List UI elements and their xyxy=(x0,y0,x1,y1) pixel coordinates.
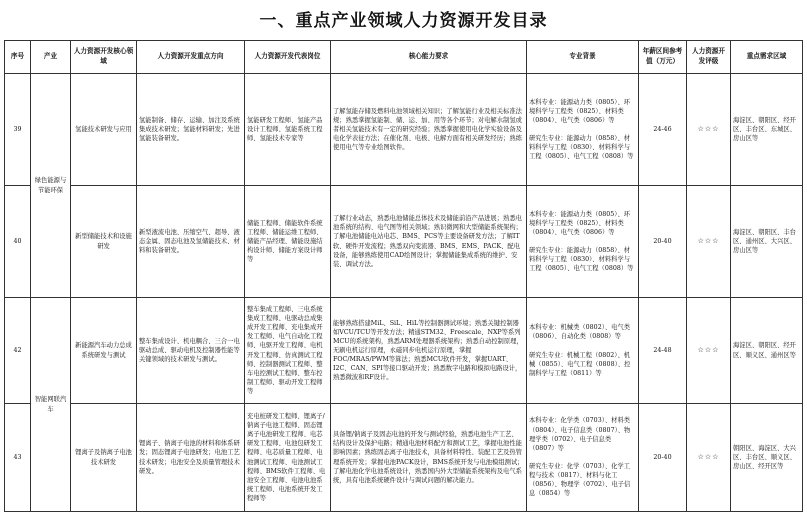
header-area: 重点需求区域 xyxy=(731,41,803,74)
row-positions: 整车集成工程师、三电系统集成工程师、电驱动总成集成开发工程师、充电集成开发工程师、电气自动化工程师、电驱开发工程师、电机开发工程师、仿真测试工程师、控制器测试工程师、整车电控测试工程师、整车控制工程师、驱动开发工程师等 xyxy=(245,298,331,404)
row-abilities: 了解氢能存储及燃料电池领域相关知识；了解氢能行业及相关标准法规；熟悉掌握氢能制、储、运、加、用等各个环节；对电解水制氢或者相关氢能技术有一定的研究经验；熟悉掌握使用电化学实验设备及电化学表征方法；在催化剂、电极、电解方面有相关研发经历；熟练使用电气等专业绘图软件。 xyxy=(331,74,527,186)
row-abilities: 能够熟练搭建MiL、SiL、HiL等控制器测试环境；熟悉关键控制器如VCU/TCU等开发方法；精通STM32、Freescale、NXP等系列MCU的系统架构，熟悉ARM处理器系统架构；熟悉自动控制原理，无刷电机运行原理，永磁同步电机运行原理，掌握FOC/MRAS/PWM等算法；熟悉MCU软件开发，掌握UART、I2C、CAN、SPI等接口驱动开发；熟悉数字电路和模拟电路设计，熟悉微波和RF设计。 xyxy=(331,298,527,404)
row-background: 本科专业：能源动力类（0805）、环境科学与工程类（0825）、材料类（0804）、电气类（0806）等 研究生专业：能源动力（0858）、材料科学与工程（0830）、材料科学与工程（0805）、电气工程（0808）等 xyxy=(527,186,639,298)
industry-cell: 智能网联汽车 xyxy=(31,298,71,512)
row-salary: 20-40 xyxy=(639,186,687,298)
header-background: 专业背景 xyxy=(527,41,639,74)
row-positions: 储能工程师、储能软件系统工程师、储能运维工程师、储能产品经理、储能设施结构设计师、储能方案设计师等 xyxy=(245,186,331,298)
table-row xyxy=(5,404,803,512)
row-salary: 24-46 xyxy=(639,74,687,186)
header-salary: 年薪区间参考值（万元） xyxy=(639,41,687,74)
table-row xyxy=(5,186,803,298)
row-positions: 充电桩研发工程师、锂离子/钠离子电池工程师、固态锂离子电池研发工程师、电芯研发工程师、电池包研发工程师、电芯质量工程师、电池测试工程师、电池测试工程师、BMS软件工程师、电池安全工程师、电池电池系统工程师、电池系统开发工程师等 xyxy=(245,404,331,512)
row-direction: 整车集成设计、机电耦合、三合一电驱动总成、驱动电机及控制器性能等关键领域的技术研发与测试。 xyxy=(137,298,245,404)
row-direction: 氢能制备、储存、运输、加注及系统集成技术研发；氢能材料研发；先进氢能装备研发。 xyxy=(137,74,245,186)
header-row xyxy=(5,41,803,74)
row-domain: 新型储能技术和设施研发 xyxy=(71,186,137,298)
row-abilities: 了解行业动态，熟悉电池储能总体技术及储能前沿产品进展；熟悉电池系统的结构、电气图等相关领域；熟识微网和大型储能系统架构；了解电池储能电站电芯、BMS、PCS等主要设备研发方法；了解IT软、硬件开发流程；熟悉双向变流器、BMS、EMS、PACK、配电设备，能够熟练使用CAD绘图设计；掌握储能集成系统的维护、安装、调试方法。 xyxy=(331,186,527,298)
resource-table xyxy=(4,40,803,512)
row-area: 海淀区、朝阳区、经开区、顺义区、通州区等 xyxy=(731,298,803,404)
row-background: 本科专业：能源动力类（0805）、环境科学与工程类（0825）、材料类（0804）、电气类（0806）等 研究生专业：能源动力（0858）、材料科学与工程（0830）、材料科学与工程（0805）、电气工程（0808）等 xyxy=(527,74,639,186)
row-area: 海淀区、朝阳区、丰台区、通州区、大兴区、房山区等 xyxy=(731,186,803,298)
row-abilities: 具备锂/钠离子及固态电池的开发与测试经验，熟悉电池生产工艺、结构设计及保护电路；精通电池材料配方和测试工艺，掌握电池性能影响因素；熟练固态离子电池技术，具备材料特性、装配工艺及热管理系统开发；掌握电池PACK设计，BMS系统开发与电池模组测试；了解电池化学电池系统设计，熟悉国内外大型储能系统架构及电气系统，具有电池系统硬件设计与调试问题的解决能力。 xyxy=(331,404,527,512)
header-industry: 产业 xyxy=(31,41,71,74)
page-title: 一、重点产业领域人力资源开发目录 xyxy=(259,11,548,31)
row-rating: ☆☆☆ xyxy=(687,298,731,404)
row-seq: 40 xyxy=(5,186,31,298)
row-salary: 24-48 xyxy=(639,298,687,404)
row-background: 本科专业：机械类（0802）、电气类（0806）、自动化类（0808）等 研究生专业：机械工程（0802）、机械（0855）、电气工程（0808）、控制科学与工程（0811）等 xyxy=(527,298,639,404)
header-rating: 人力资源开发评级 xyxy=(687,41,731,74)
row-domain: 新能源汽车动力总成系统研发与测试 xyxy=(71,298,137,404)
header-direction: 人力资源开发重点方向 xyxy=(137,41,245,74)
table-row xyxy=(5,74,803,186)
row-background: 本科专业：化学类（0703）、材料类（0804）、电子信息类（0807）、物理学类（0702）、电子信息类（0807）等 研究生专业：化学（0703）、化学工程与技术（0817）、材料与化工（0856）、物理学（0702）、电子信息（0854）等 xyxy=(527,404,639,512)
industry-cell: 绿色能源与节能环保 xyxy=(31,74,71,298)
row-seq: 43 xyxy=(5,404,31,512)
header-domain: 人力资源开发核心领域 xyxy=(71,41,137,74)
header-abilities: 核心能力要求 xyxy=(331,41,527,74)
row-positions: 氢能研发工程师、氢能产品设计工程师、氢能系统工程师、氢能技术专家等 xyxy=(245,74,331,186)
row-direction: 锂离子、钠离子电池的材料和体系研发；固态锂离子电池研发；电池工艺技术研发；电池安全及质量管理技术研发。 xyxy=(137,404,245,512)
row-rating: ☆☆☆ xyxy=(687,404,731,512)
row-rating: ☆☆☆ xyxy=(687,74,731,186)
row-direction: 新型液流电池、压缩空气、超导、液态金属、固态电池及氢储能技术、材料和装备研发。 xyxy=(137,186,245,298)
row-seq: 42 xyxy=(5,298,31,404)
row-domain: 锂离子及钠离子电池技术研发 xyxy=(71,404,137,512)
row-domain: 氢能技术研发与应用 xyxy=(71,74,137,186)
row-area: 朝阳区、海淀区、大兴区、丰台区、顺义区、房山区、经开区等 xyxy=(731,404,803,512)
row-area: 海淀区、朝阳区、经开区、丰台区、东城区、房山区等 xyxy=(731,74,803,186)
row-salary: 20-40 xyxy=(639,404,687,512)
row-seq: 39 xyxy=(5,74,31,186)
header-positions: 人力资源开发代表岗位 xyxy=(245,41,331,74)
row-rating: ☆☆☆ xyxy=(687,186,731,298)
table-row xyxy=(5,298,803,404)
header-seq: 序号 xyxy=(5,41,31,74)
